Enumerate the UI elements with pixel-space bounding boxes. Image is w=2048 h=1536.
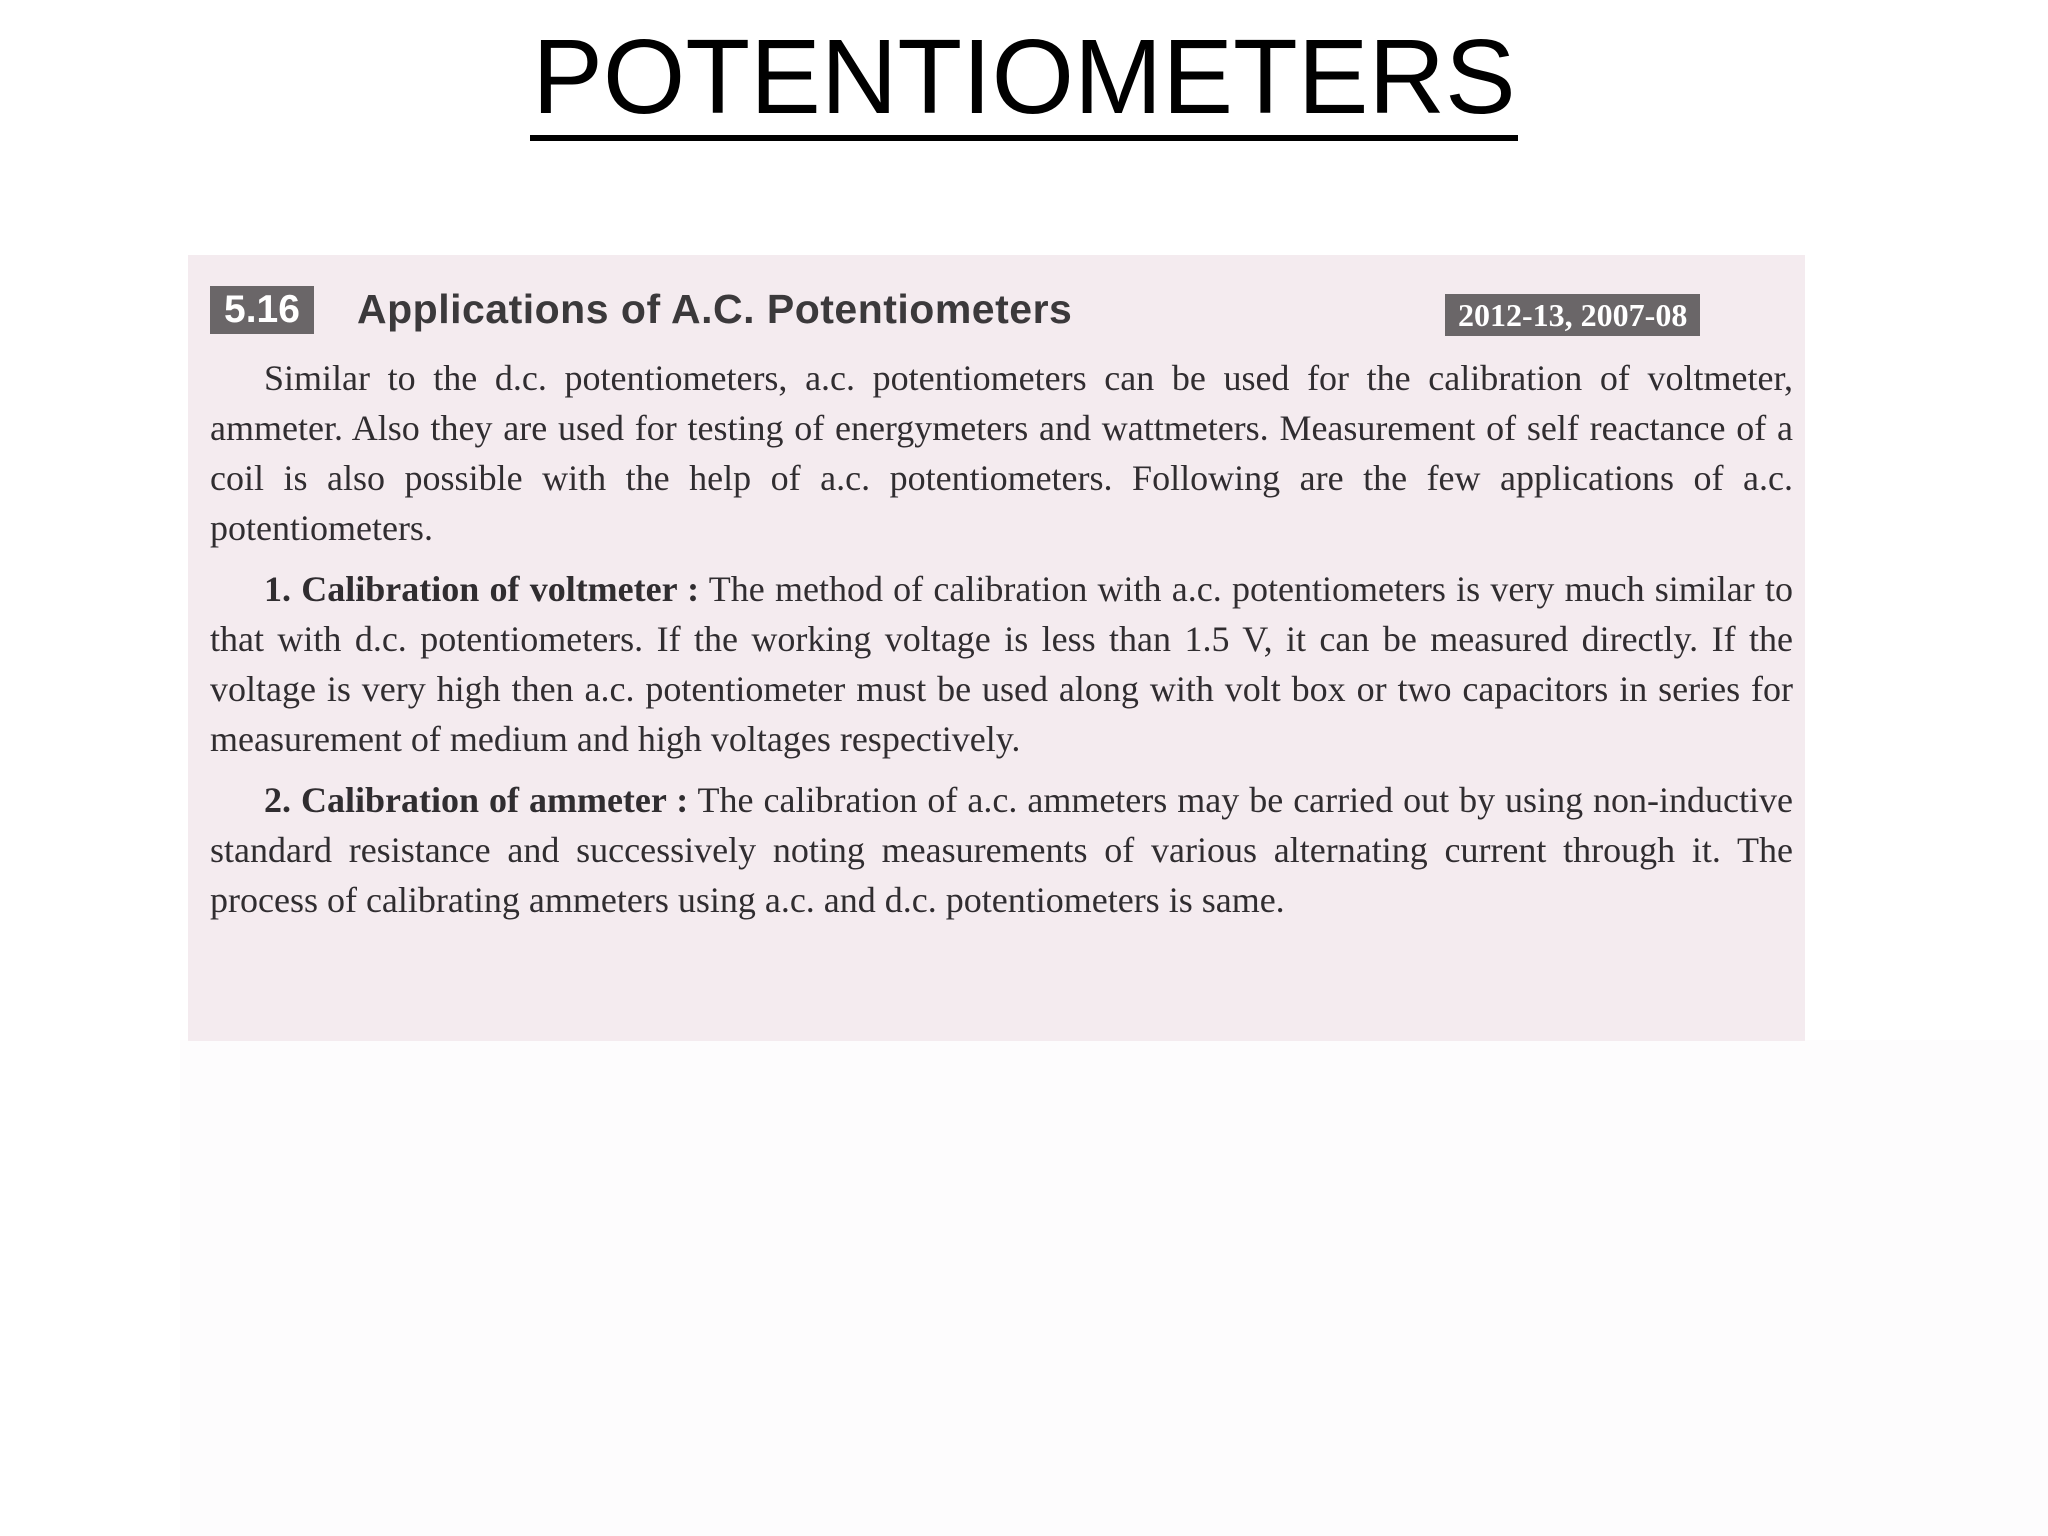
exam-years-badge: 2012-13, 2007-08 [1445, 294, 1700, 336]
item-text: The calibration of a.c. ammeters may be carried out by using non-inductive standard resistance and successively noting measurements of various alternating current through it. The process of calibrating ammeters using a.c. and d.c. potentiometers is same. [210, 780, 1794, 920]
lower-background-band [180, 1040, 2048, 1536]
section-header [210, 272, 1793, 332]
application-item-ammeter [210, 775, 1793, 925]
item-number: 2. [264, 780, 291, 820]
section-number-badge: 5.16 [210, 286, 314, 334]
slide-title [0, 18, 2048, 141]
item-heading: Calibration of ammeter : [301, 780, 689, 820]
scanned-textbook-excerpt [188, 255, 1805, 1041]
item-heading: Calibration of voltmeter : [301, 569, 700, 609]
excerpt-body [210, 353, 1793, 925]
section-heading: Applications of A.C. Potentiometers [357, 286, 1073, 332]
item-text: The method of calibration with a.c. potentiometers is very much similar to that with d.c. potentiometers. If the working voltage is less than 1.5 V, it can be measured directly. If the voltage is very high then a.c. potentiometer must be used along with volt box or two capacitors in series for measurement of medium and high voltages respectively. [210, 569, 1794, 759]
item-number: 1. [264, 569, 291, 609]
slide-title-text: POTENTIOMETERS [530, 21, 1518, 141]
application-item-voltmeter [210, 564, 1793, 764]
intro-paragraph: Similar to the d.c. potentiometers, a.c. potentiometers can be used for the calibration of voltmeter, ammeter. Also they are used for testing of energymeters and wattmeters. Measurement of self reactance of a coil is also possible with the help of a.c. potentiometers. Following are the few applications of a.c. potentiometers. [210, 358, 1793, 548]
